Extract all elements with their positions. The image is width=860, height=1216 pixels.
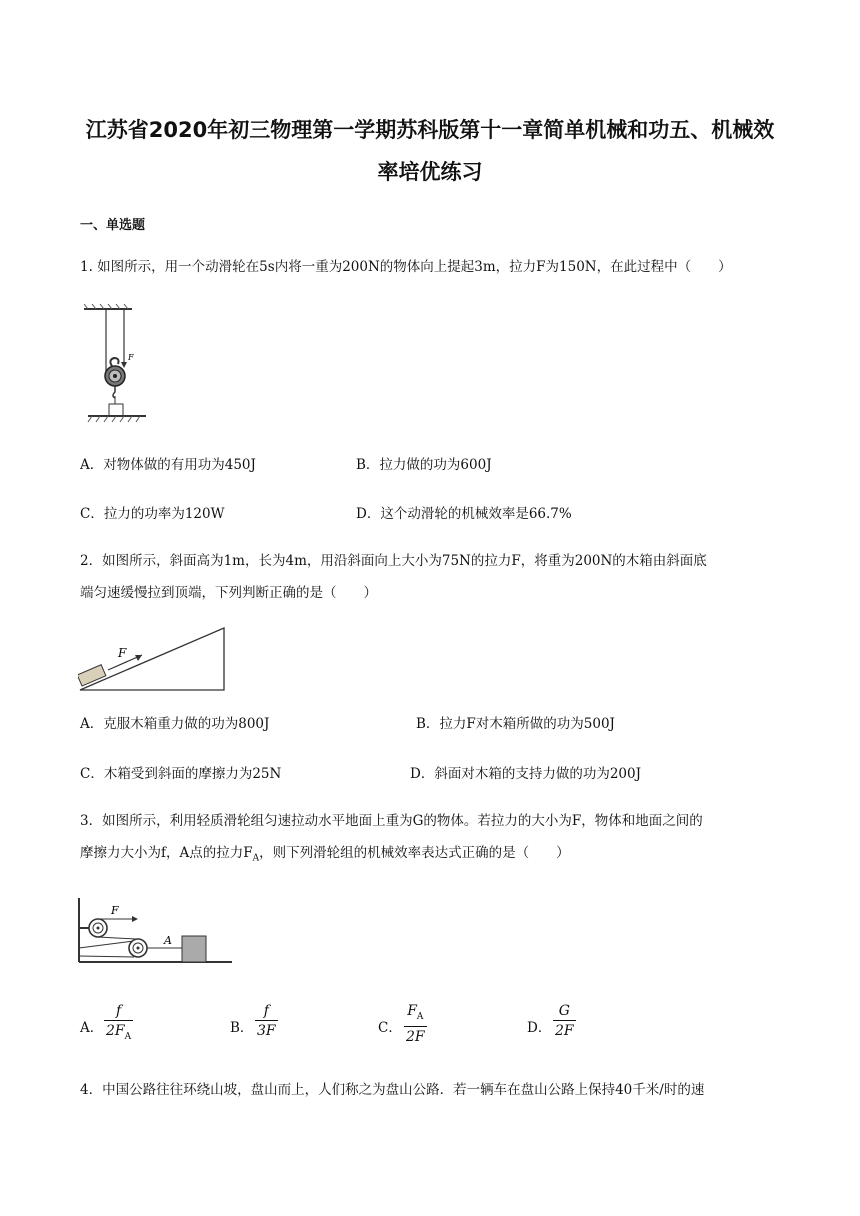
fraction-numerator: G <box>558 1003 570 1019</box>
fraction-denominator: 2F <box>406 1028 425 1045</box>
fraction-denominator: $2F_A$ <box>106 1023 132 1042</box>
section-heading: 一、单选题 <box>80 218 146 233</box>
q3-option-c-label[interactable]: C． <box>378 1020 402 1036</box>
q3-option-c-fraction[interactable] <box>404 1002 427 1047</box>
fraction-numerator: $F_A$ <box>407 1003 424 1022</box>
question-3-line1: 3．如图所示，利用轻质滑轮组匀速拉动水平地面上重为G的物体。若拉力的大小为F，物体和地面之间的 <box>80 813 703 829</box>
fraction-denominator: 2F <box>555 1023 574 1039</box>
q1-option-b[interactable]: B．拉力做的功为600J <box>356 457 492 473</box>
q2-option-b[interactable]: B．拉力F对木箱所做的功为500J <box>416 716 615 732</box>
question-2-line1: 2．如图所示，斜面高为1m，长为4m，用沿斜面向上大小为75N的拉力F，将重为200N的木箱由斜面底 <box>80 553 707 569</box>
q3-option-d-label[interactable]: D． <box>527 1020 552 1036</box>
figure-label-f: F <box>111 904 119 917</box>
question-4-line1: 4．中国公路往往环绕山坡，盘山而上，人们称之为盘山公路．若一辆车在盘山公路上保持40千米/时的速 <box>80 1082 705 1098</box>
figure-label-f: F <box>128 353 134 362</box>
q1-option-c[interactable]: C．拉力的功率为120W <box>80 506 225 522</box>
figure-label-a: A <box>164 934 172 947</box>
q3-option-a-label[interactable]: A． <box>80 1020 104 1036</box>
q3-option-b-label[interactable]: B． <box>230 1020 254 1036</box>
figure-label-f: F <box>118 646 127 660</box>
question-1-text: 1. 如图所示，用一个动滑轮在5s内将一重为200N的物体向上提起3m，拉力F为150N，在此过程中（ ） <box>80 259 732 275</box>
q2-option-c[interactable]: C．木箱受到斜面的摩擦力为25N <box>80 766 282 782</box>
question-1-pulley-figure <box>84 304 154 426</box>
question-3-line2-sub: A <box>252 853 260 864</box>
page-title-line2: 率培优练习 <box>377 160 483 184</box>
q1-option-a[interactable]: A．对物体做的有用功为450J <box>80 457 256 473</box>
q2-option-d[interactable]: D．斜面对木箱的支持力做的功为200J <box>410 766 642 782</box>
question-2-line2: 端匀速缓慢拉到顶端，下列判断正确的是（ ） <box>80 585 377 601</box>
question-3-pulley-block-figure <box>74 896 234 966</box>
question-2-incline-figure <box>78 624 228 694</box>
q3-option-a-fraction[interactable] <box>104 1002 133 1047</box>
fraction-numerator: f <box>115 1003 122 1019</box>
question-3-line2-start: 摩擦力大小为f，A点的拉力F <box>80 845 253 861</box>
fraction-denominator: 3F <box>257 1023 276 1039</box>
question-3-line2-end: ，则下列滑轮组的机械效率表达式正确的是（ ） <box>259 845 570 861</box>
q2-option-a[interactable]: A．克服木箱重力做的功为800J <box>80 716 270 732</box>
q3-option-b-fraction[interactable] <box>255 1002 278 1041</box>
fraction-numerator: f <box>263 1003 269 1019</box>
question-3-line2 <box>80 843 570 869</box>
q3-option-d-fraction[interactable] <box>553 1002 576 1041</box>
q1-option-d[interactable]: D．这个动滑轮的机械效率是66.7% <box>356 506 572 522</box>
page-title: 江苏省2020年初三物理第一学期苏科版第十一章简单机械和功五、机械效 <box>85 118 775 142</box>
